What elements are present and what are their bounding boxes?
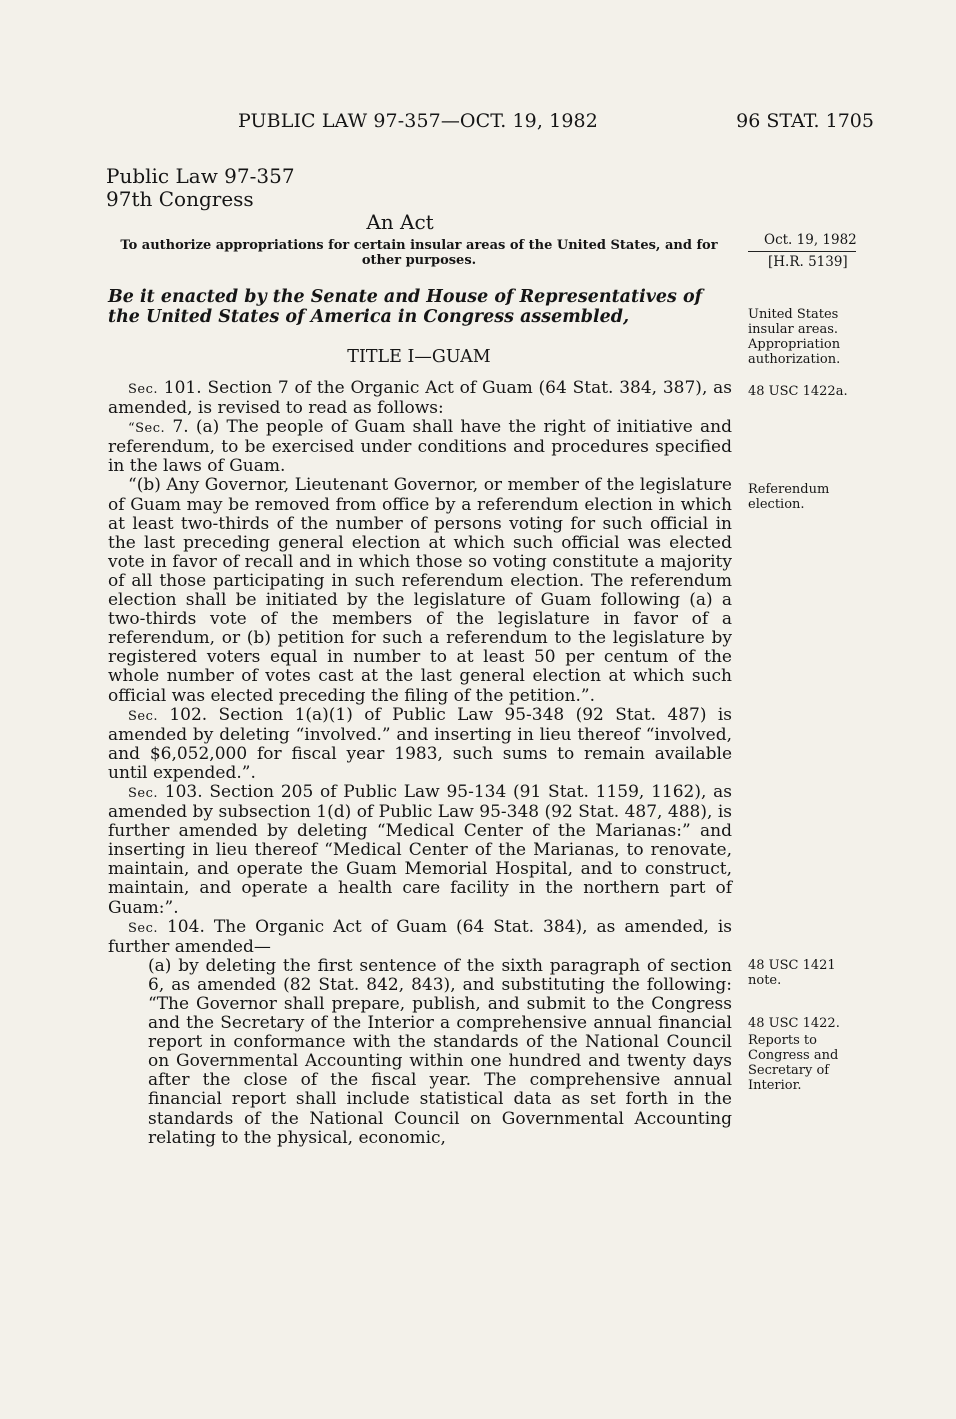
section-104a: (a) by deleting the first sentence of the sixth paragraph of section 6, as amended (82 Stat. 842, 843), and substituting the following: “The Governor shall prepare, publish, and submit to the Congress and the Secretary of the Interior a comprehensive annual financial report in conformance with the standards of the National Council on Governmental Accounting within one hundred and twenty days after the close of the fiscal year. The comprehensive annual financial report shall include statistical data as set forth in the standards of the National Council on Governmental Accounting relating to the physical, economic,	[148, 955, 732, 1148]
section-103	[108, 783, 732, 918]
section-104	[108, 918, 732, 957]
enacting-clause: Be it enacted by the Senate and House of Representatives of the United States of America in Congress assembled,	[108, 287, 703, 327]
margin-usc-1421: 48 USC 1421 note.	[748, 958, 836, 988]
section-text: 7. (a) The people of Guam shall have the right of initiative and referendum, to be exercised under conditions and procedures specified in the laws of Guam.	[108, 417, 732, 477]
section-text: 103. Section 205 of Public Law 95-134 (91 Stat. 1159, 1162), as amended by subsection 1(d) of Public Law 95-348 (92 Stat. 487, 488), is further amended by deleting “Medical Center of the Marianas:” and inserting in lieu thereof “Medical Center of the Marianas, to renovate, maintain, and operate the Guam Memorial Hospital, and to construct, maintain, and operate a health care facility in the northern part of Guam:”.	[108, 781, 732, 918]
section-text: 104. The Organic Act of Guam (64 Stat. 384), as amended, is further amended—	[108, 916, 732, 957]
section-label: Sec.	[128, 708, 159, 724]
act-title: An Act	[366, 210, 434, 234]
body-text	[108, 379, 732, 1148]
section-7a	[108, 418, 732, 476]
section-7b: “(b) Any Governor, Lieutenant Governor, or member of the legislature of Guam may be removed from office by a referendum election in which at least two-thirds of the number of persons voting for such official in the last preceding general election at which such official was elected vote in favor of recall and in which those so voting constitute a majority of all those participating in such referendum election. The referendum election shall be initiated by the legislature of Guam following (a) a two-thirds vote of the members of the legislature in favor of a referendum, or (b) petition for such a referendum to the legislature by registered voters equal in number to at least 50 per centum of the whole number of votes cast at the last general election at which such official was elected preceding the filing of the petition.”.	[108, 475, 732, 706]
margin-reports: Reports to Congress and Secretary of Interior.	[748, 1033, 839, 1093]
section-101	[108, 379, 732, 418]
margin-date: Oct. 19, 1982	[764, 232, 857, 248]
public-law-number: Public Law 97-357	[106, 164, 295, 188]
section-label: Sec.	[128, 920, 159, 936]
margin-usc-1422a: 48 USC 1422a.	[748, 384, 848, 399]
margin-bill-number: [H.R. 5139]	[768, 254, 848, 270]
section-label: Sec.	[128, 785, 159, 801]
margin-date-block	[748, 233, 868, 270]
margin-usc-1422: 48 USC 1422.	[748, 1016, 840, 1031]
act-purpose: To authorize appropriations for certain insular areas of the United States, and for other purposes.	[120, 238, 718, 268]
section-label: “Sec.	[128, 421, 166, 437]
page-header	[0, 110, 956, 140]
section-label: Sec.	[128, 382, 159, 397]
stat-page-number: 96 STAT. 1705	[736, 110, 874, 132]
section-text: 102. Section 1(a)(1) of Public Law 95-348 (92 Stat. 487) is amended by deleting “involved.” and inserting in lieu thereof “involved, and $6,052,000 for fiscal year 1983, such sums to remain available until expended.”.	[108, 704, 732, 783]
margin-topic: United States insular areas. Appropriation authorization.	[748, 307, 841, 367]
title-heading: TITLE I—GUAM	[347, 347, 491, 367]
law-identification	[106, 165, 295, 211]
congress-number: 97th Congress	[106, 187, 254, 211]
running-head: PUBLIC LAW 97-357—OCT. 19, 1982	[238, 110, 598, 132]
section-text: 101. Section 7 of the Organic Act of Guam (64 Stat. 384, 387), as amended, is revised to read as follows:	[108, 378, 732, 419]
date-divider	[748, 251, 856, 252]
section-102	[108, 706, 732, 783]
margin-referendum: Referendum election.	[748, 482, 830, 512]
